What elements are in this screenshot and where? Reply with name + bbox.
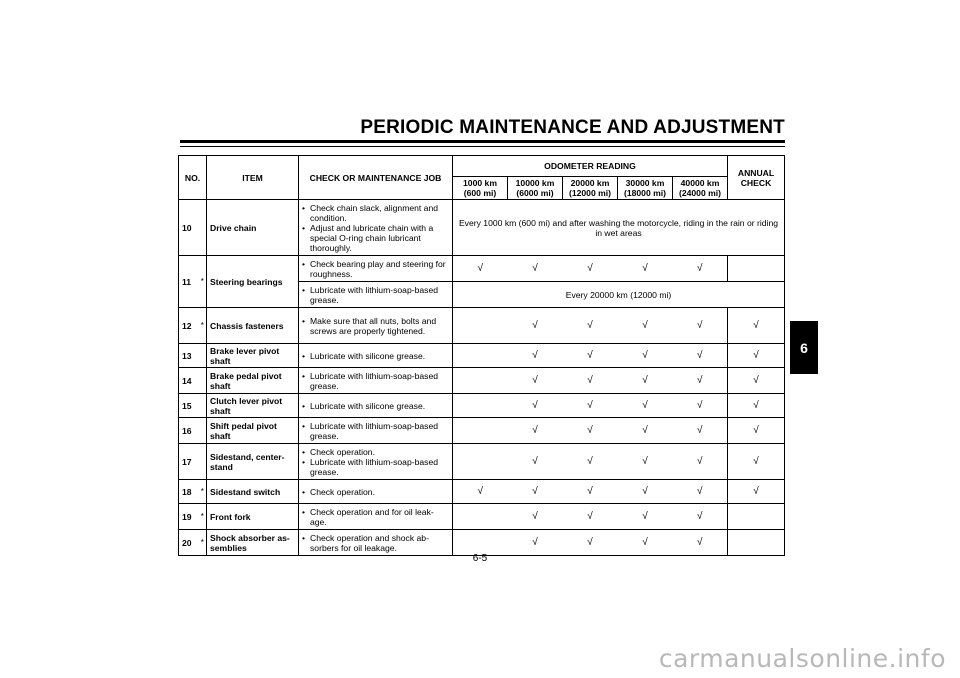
check-mark: √ xyxy=(563,444,618,480)
title-rule-thick xyxy=(180,140,785,143)
table-row xyxy=(179,480,785,504)
check-mark xyxy=(453,418,508,444)
table-row xyxy=(179,418,785,444)
check-mark: √ xyxy=(508,394,563,418)
check-mark: √ xyxy=(563,480,618,504)
check-mark: √ xyxy=(563,530,618,556)
item-name: Brake pedal pivot shaft xyxy=(207,368,299,394)
dealer-service-mark: * xyxy=(199,530,207,556)
header-odo-col xyxy=(563,177,618,200)
header-odo-line: 30000 km xyxy=(625,178,665,188)
item-name: Brake lever pivot shaft xyxy=(207,344,299,368)
row-number: 17 xyxy=(179,444,199,480)
maintenance-table xyxy=(178,155,785,556)
check-mark: √ xyxy=(563,368,618,394)
job-bullet: • Lubricate with lithium-soap-based grease. xyxy=(302,457,449,477)
check-mark: √ xyxy=(563,394,618,418)
item-name: Steering bearings xyxy=(207,256,299,308)
maintenance-job xyxy=(299,480,453,504)
check-mark: √ xyxy=(618,308,673,344)
check-mark xyxy=(453,504,508,530)
dealer-service-mark xyxy=(199,444,207,480)
check-mark xyxy=(453,444,508,480)
header-odo-col xyxy=(618,177,673,200)
check-mark: √ xyxy=(508,504,563,530)
check-mark xyxy=(453,368,508,394)
check-mark: √ xyxy=(673,530,728,556)
dealer-service-mark xyxy=(199,394,207,418)
check-mark: √ xyxy=(618,480,673,504)
job-bullet: • Make sure that all nuts, bolts and screws are properly tightened. xyxy=(302,316,449,336)
check-mark: √ xyxy=(508,480,563,504)
maintenance-job xyxy=(299,282,453,308)
dealer-service-mark: * xyxy=(199,256,207,308)
dealer-service-mark: * xyxy=(199,504,207,530)
check-mark: √ xyxy=(618,444,673,480)
header-item: ITEM xyxy=(207,156,299,200)
interval-text: Every 1000 km (600 mi) and after washing the motorcycle, riding in the rain or riding in wet areas xyxy=(453,200,785,256)
check-mark: √ xyxy=(673,308,728,344)
chapter-tab: 6 xyxy=(790,321,818,374)
header-odo-line: (12000 mi) xyxy=(568,188,612,198)
dealer-service-mark xyxy=(199,368,207,394)
check-mark: √ xyxy=(563,308,618,344)
row-number: 12 xyxy=(179,308,199,344)
maintenance-job xyxy=(299,418,453,444)
check-mark: √ xyxy=(453,256,508,282)
job-bullet: • Lubricate with lithium-soap-based grease. xyxy=(302,421,449,441)
header-odo-col xyxy=(508,177,563,200)
check-mark: √ xyxy=(508,418,563,444)
header-odo-line: 40000 km xyxy=(680,178,720,188)
maintenance-job xyxy=(299,530,453,556)
check-mark: √ xyxy=(673,444,728,480)
dealer-service-mark xyxy=(199,344,207,368)
check-mark: √ xyxy=(673,344,728,368)
table-row xyxy=(179,530,785,556)
check-mark: √ xyxy=(673,256,728,282)
check-mark xyxy=(453,308,508,344)
item-name: Drive chain xyxy=(207,200,299,256)
dealer-service-mark xyxy=(199,200,207,256)
job-bullet: • Check operation and shock ab-sorbers for oil leakage. xyxy=(302,533,449,553)
header-odo-line: (6000 mi) xyxy=(516,188,554,198)
check-mark: √ xyxy=(453,480,508,504)
row-number: 13 xyxy=(179,344,199,368)
annual-check-mark: √ xyxy=(728,394,785,418)
item-name: Sidestand switch xyxy=(207,480,299,504)
watermark: carmanualsonline.info xyxy=(658,644,946,673)
job-bullet: • Check operation and for oil leak-age. xyxy=(302,507,449,527)
maintenance-job xyxy=(299,368,453,394)
row-number: 18 xyxy=(179,480,199,504)
dealer-service-mark: * xyxy=(199,308,207,344)
header-odo-line: 20000 km xyxy=(570,178,610,188)
header-odo-col xyxy=(453,177,508,200)
title-rule-thin xyxy=(180,146,785,147)
annual-check-mark: √ xyxy=(728,480,785,504)
check-mark: √ xyxy=(508,444,563,480)
header-annual: ANNUAL CHECK xyxy=(728,156,785,200)
item-name: Clutch lever pivot shaft xyxy=(207,394,299,418)
item-name: Sidestand, center-stand xyxy=(207,444,299,480)
maintenance-job xyxy=(299,256,453,282)
annual-check-mark: √ xyxy=(728,444,785,480)
row-number: 10 xyxy=(179,200,199,256)
table-row xyxy=(179,368,785,394)
job-bullet: • Adjust and lubricate chain with a special O-ring chain lubricant thoroughly. xyxy=(302,223,449,253)
interval-text: Every 20000 km (12000 mi) xyxy=(453,282,785,308)
header-odo-col xyxy=(673,177,728,200)
row-number: 15 xyxy=(179,394,199,418)
item-name: Front fork xyxy=(207,504,299,530)
annual-check-mark: √ xyxy=(728,368,785,394)
header-odo-line: 1000 km xyxy=(463,178,497,188)
job-bullet: • Lubricate with lithium-soap-based grease. xyxy=(302,371,449,391)
maintenance-job xyxy=(299,504,453,530)
annual-check-mark xyxy=(728,256,785,282)
check-mark xyxy=(453,344,508,368)
row-number: 11 xyxy=(179,256,199,308)
check-mark: √ xyxy=(618,368,673,394)
check-mark: √ xyxy=(618,344,673,368)
job-bullet: • Check operation. xyxy=(302,447,449,457)
table-row xyxy=(179,256,785,282)
check-mark: √ xyxy=(673,418,728,444)
row-number: 19 xyxy=(179,504,199,530)
check-mark: √ xyxy=(673,394,728,418)
check-mark: √ xyxy=(508,344,563,368)
dealer-service-mark xyxy=(199,418,207,444)
check-mark xyxy=(453,530,508,556)
header-odo-line: (24000 mi) xyxy=(678,188,722,198)
job-bullet: • Lubricate with silicone grease. xyxy=(302,351,449,361)
job-bullet: • Lubricate with silicone grease. xyxy=(302,401,449,411)
table-row xyxy=(179,344,785,368)
maintenance-job xyxy=(299,344,453,368)
check-mark: √ xyxy=(673,480,728,504)
check-mark: √ xyxy=(508,530,563,556)
table-row xyxy=(179,200,785,256)
check-mark: √ xyxy=(618,530,673,556)
check-mark: √ xyxy=(508,308,563,344)
maintenance-job xyxy=(299,394,453,418)
check-mark: √ xyxy=(618,256,673,282)
maintenance-job xyxy=(299,200,453,256)
header-odo-line: 10000 km xyxy=(515,178,555,188)
page-number: 6-5 xyxy=(472,553,488,564)
header-odo-line: (18000 mi) xyxy=(623,188,667,198)
check-mark: √ xyxy=(563,418,618,444)
check-mark: √ xyxy=(508,256,563,282)
table-row xyxy=(179,504,785,530)
maintenance-job xyxy=(299,308,453,344)
header-job: CHECK OR MAINTENANCE JOB xyxy=(299,156,453,200)
check-mark: √ xyxy=(673,368,728,394)
check-mark: √ xyxy=(563,344,618,368)
header-odometer: ODOMETER READING xyxy=(453,156,728,177)
table-row xyxy=(179,444,785,480)
item-name: Shock absorber as-semblies xyxy=(207,530,299,556)
check-mark: √ xyxy=(508,368,563,394)
check-mark: √ xyxy=(618,418,673,444)
table-row xyxy=(179,394,785,418)
row-number: 14 xyxy=(179,368,199,394)
annual-check-mark xyxy=(728,504,785,530)
table-row xyxy=(179,308,785,344)
job-bullet: • Lubricate with lithium-soap-based grease. xyxy=(302,285,449,305)
annual-check-mark: √ xyxy=(728,308,785,344)
job-bullet: • Check bearing play and steering for roughness. xyxy=(302,259,449,279)
check-mark: √ xyxy=(563,256,618,282)
annual-check-mark xyxy=(728,530,785,556)
check-mark: √ xyxy=(673,504,728,530)
annual-check-mark: √ xyxy=(728,344,785,368)
dealer-service-mark: * xyxy=(199,480,207,504)
job-bullet: • Check chain slack, alignment and condition. xyxy=(302,203,449,223)
item-name: Shift pedal pivot shaft xyxy=(207,418,299,444)
page-title: PERIODIC MAINTENANCE AND ADJUSTMENT xyxy=(360,117,785,138)
maintenance-job xyxy=(299,444,453,480)
header-odo-line: (600 mi) xyxy=(463,188,497,198)
header-no: NO. xyxy=(179,156,207,200)
job-bullet: • Check operation. xyxy=(302,487,449,497)
item-name: Chassis fasteners xyxy=(207,308,299,344)
check-mark xyxy=(453,394,508,418)
check-mark: √ xyxy=(618,504,673,530)
row-number: 20 xyxy=(179,530,199,556)
check-mark: √ xyxy=(618,394,673,418)
row-number: 16 xyxy=(179,418,199,444)
check-mark: √ xyxy=(563,504,618,530)
annual-check-mark: √ xyxy=(728,418,785,444)
